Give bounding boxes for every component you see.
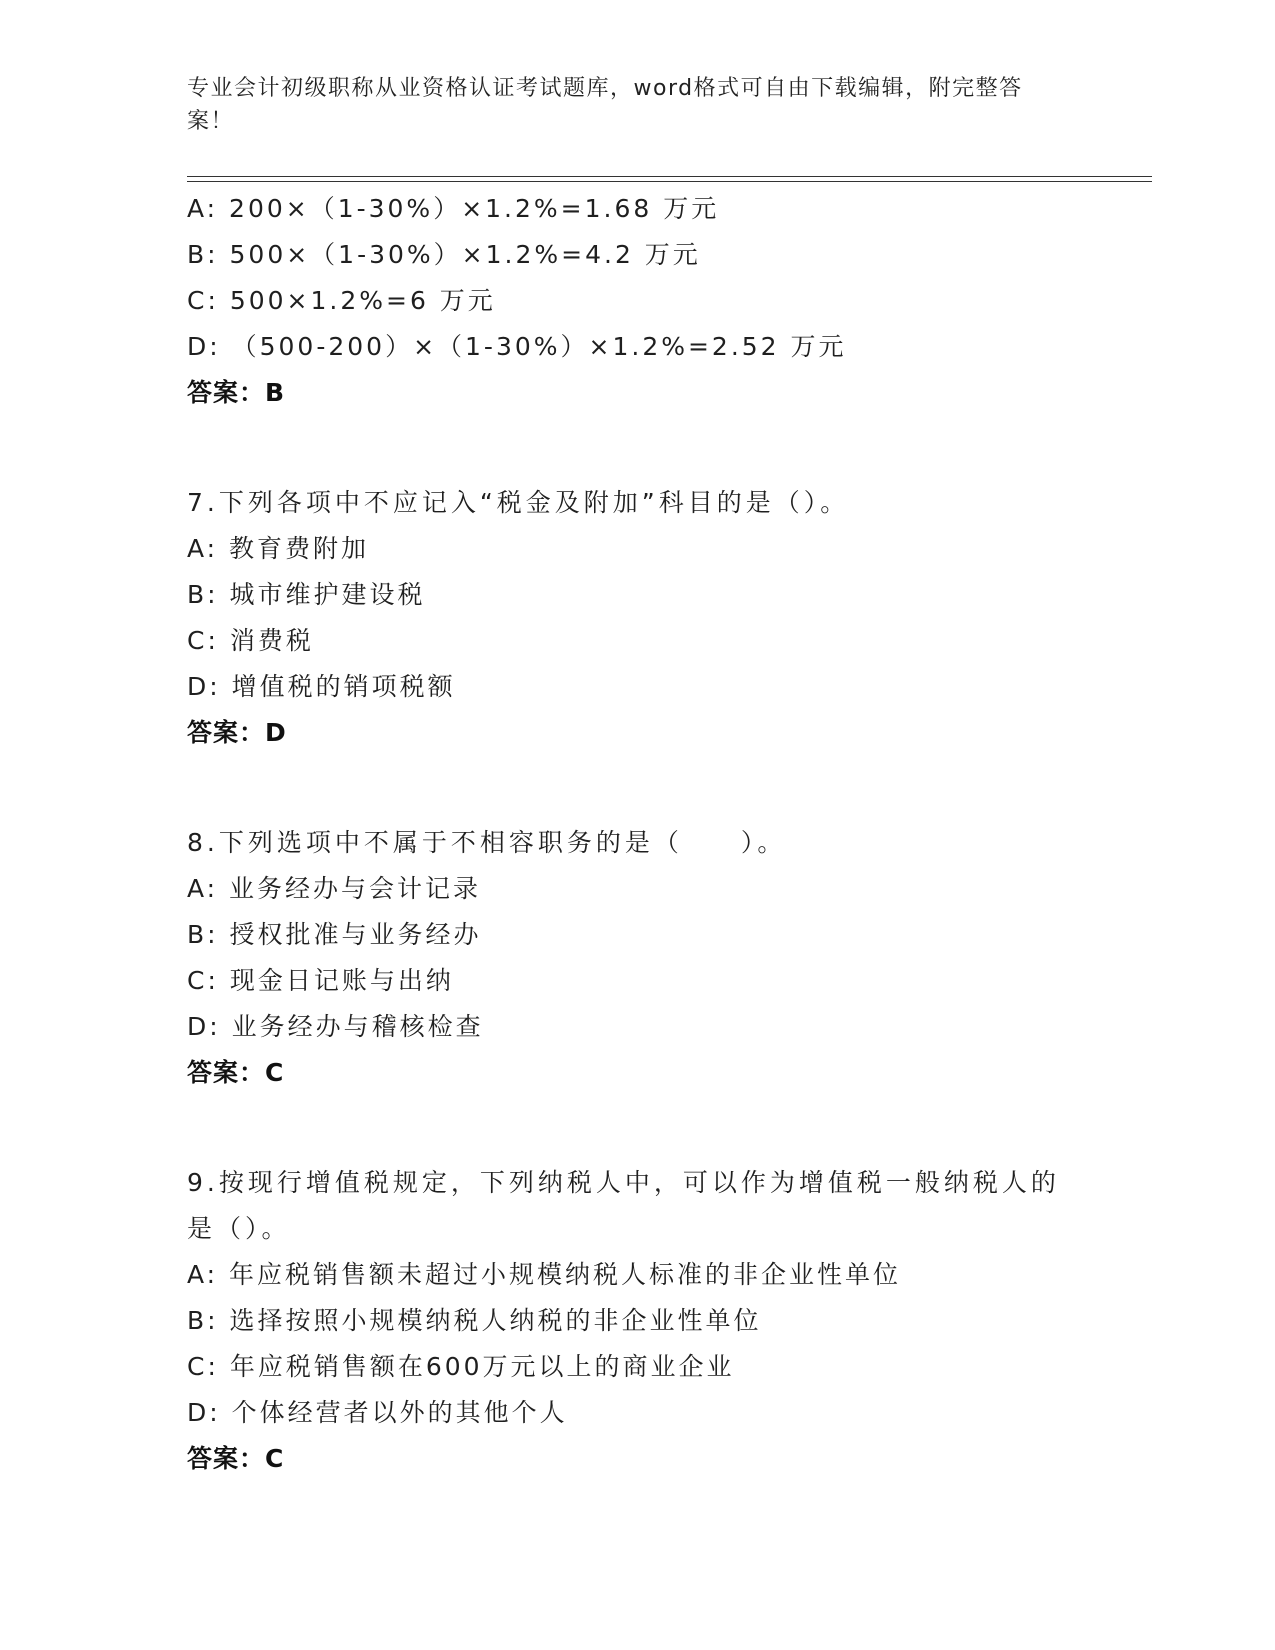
question-block (187, 186, 1147, 416)
option-a: A: 业务经办与会计记录 (187, 874, 482, 903)
question-block (187, 480, 1147, 756)
option-d: D: 增值税的销项税额 (187, 672, 456, 701)
option-b: B: 500×（1-30%）×1.2%=4.2 万元 (187, 240, 701, 269)
block-spacer (187, 416, 1147, 480)
header-divider-bottom (187, 181, 1152, 182)
question-text: 8.下列选项中不属于不相容职务的是（ ）。 (187, 828, 787, 857)
question-text: 7.下列各项中不应记入“税金及附加”科目的是（）。 (187, 488, 850, 517)
header-divider-top (187, 176, 1152, 177)
option-a: A: 年应税销售额未超过小规模纳税人标准的非企业性单位 (187, 1260, 902, 1289)
option-b: B: 城市维护建设税 (187, 580, 426, 609)
question-block (187, 1160, 1147, 1482)
option-a: A: 200×（1-30%）×1.2%=1.68 万元 (187, 194, 720, 223)
option-c: C: 年应税销售额在600万元以上的商业企业 (187, 1352, 735, 1381)
option-a: A: 教育费附加 (187, 534, 370, 563)
option-c: C: 500×1.2%=6 万元 (187, 286, 496, 315)
option-b: B: 选择按照小规模纳税人纳税的非企业性单位 (187, 1306, 762, 1335)
page-header: 专业会计初级职称从业资格认证考试题库，word格式可自由下载编辑，附完整答案！ (187, 76, 1023, 134)
answer-line: 答案：D (187, 718, 287, 747)
question-list (187, 186, 1147, 1482)
option-b: B: 授权批准与业务经办 (187, 920, 482, 949)
option-c: C: 现金日记账与出纳 (187, 966, 454, 995)
option-d: D: 业务经办与稽核检查 (187, 1012, 484, 1041)
block-spacer (187, 756, 1147, 820)
question-text: 9.按现行增值税规定，下列纳税人中，可以作为增值税一般纳税人的是（）。 (187, 1168, 1060, 1243)
answer-line: 答案：B (187, 378, 286, 407)
option-c: C: 消费税 (187, 626, 314, 655)
option-d: D: 个体经营者以外的其他个人 (187, 1398, 568, 1427)
answer-line: 答案：C (187, 1444, 285, 1473)
option-d: D: （500-200）×（1-30%）×1.2%=2.52 万元 (187, 332, 847, 361)
answer-line: 答案：C (187, 1058, 285, 1087)
question-block (187, 820, 1147, 1096)
block-spacer (187, 1096, 1147, 1160)
